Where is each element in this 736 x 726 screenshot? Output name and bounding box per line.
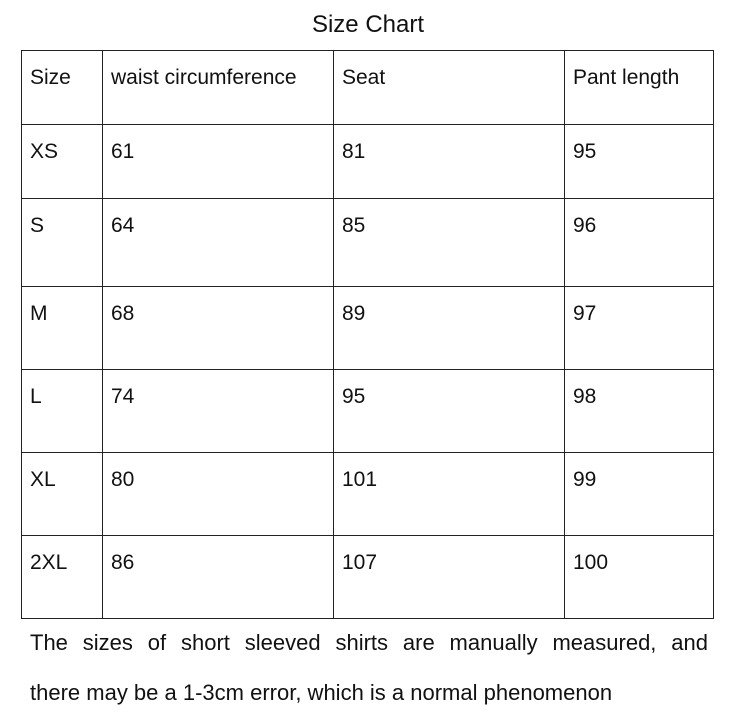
header-cell-waist: waist circumference (103, 51, 334, 125)
page-title: Size Chart (311, 11, 425, 38)
table-cell: 2XL (22, 536, 103, 619)
size-chart-table (21, 50, 714, 619)
table-cell: L (22, 370, 103, 453)
table-row (22, 453, 714, 536)
table-row (22, 536, 714, 619)
table-cell: 89 (334, 287, 565, 370)
table-row (22, 287, 714, 370)
table-cell: 61 (103, 125, 334, 199)
table-cell: 64 (103, 199, 334, 287)
measurement-note-line-1: The sizes of short sleeved shirts are manually measured, and (30, 630, 708, 655)
table-cell: 68 (103, 287, 334, 370)
header-cell-seat: Seat (334, 51, 565, 125)
table-cell: 86 (103, 536, 334, 619)
table-cell: S (22, 199, 103, 287)
table-cell: M (22, 287, 103, 370)
table-cell: 80 (103, 453, 334, 536)
table-cell: 98 (565, 370, 714, 453)
table-cell: 85 (334, 199, 565, 287)
header-cell-pant-length: Pant length (565, 51, 714, 125)
table-row (22, 125, 714, 199)
table-cell: 101 (334, 453, 565, 536)
table-cell: 95 (334, 370, 565, 453)
table-cell: XL (22, 453, 103, 536)
table-row (22, 199, 714, 287)
table-cell: 100 (565, 536, 714, 619)
table-cell: 107 (334, 536, 565, 619)
measurement-note-line-2: there may be a 1-3cm error, which is a normal phenomenon (30, 680, 613, 705)
table-header-row (22, 51, 714, 125)
table-cell: 95 (565, 125, 714, 199)
table-cell: 97 (565, 287, 714, 370)
table-row (22, 370, 714, 453)
table-cell: 99 (565, 453, 714, 536)
header-cell-size: Size (22, 51, 103, 125)
table-cell: 81 (334, 125, 565, 199)
table-cell: 96 (565, 199, 714, 287)
table-cell: XS (22, 125, 103, 199)
table-cell: 74 (103, 370, 334, 453)
